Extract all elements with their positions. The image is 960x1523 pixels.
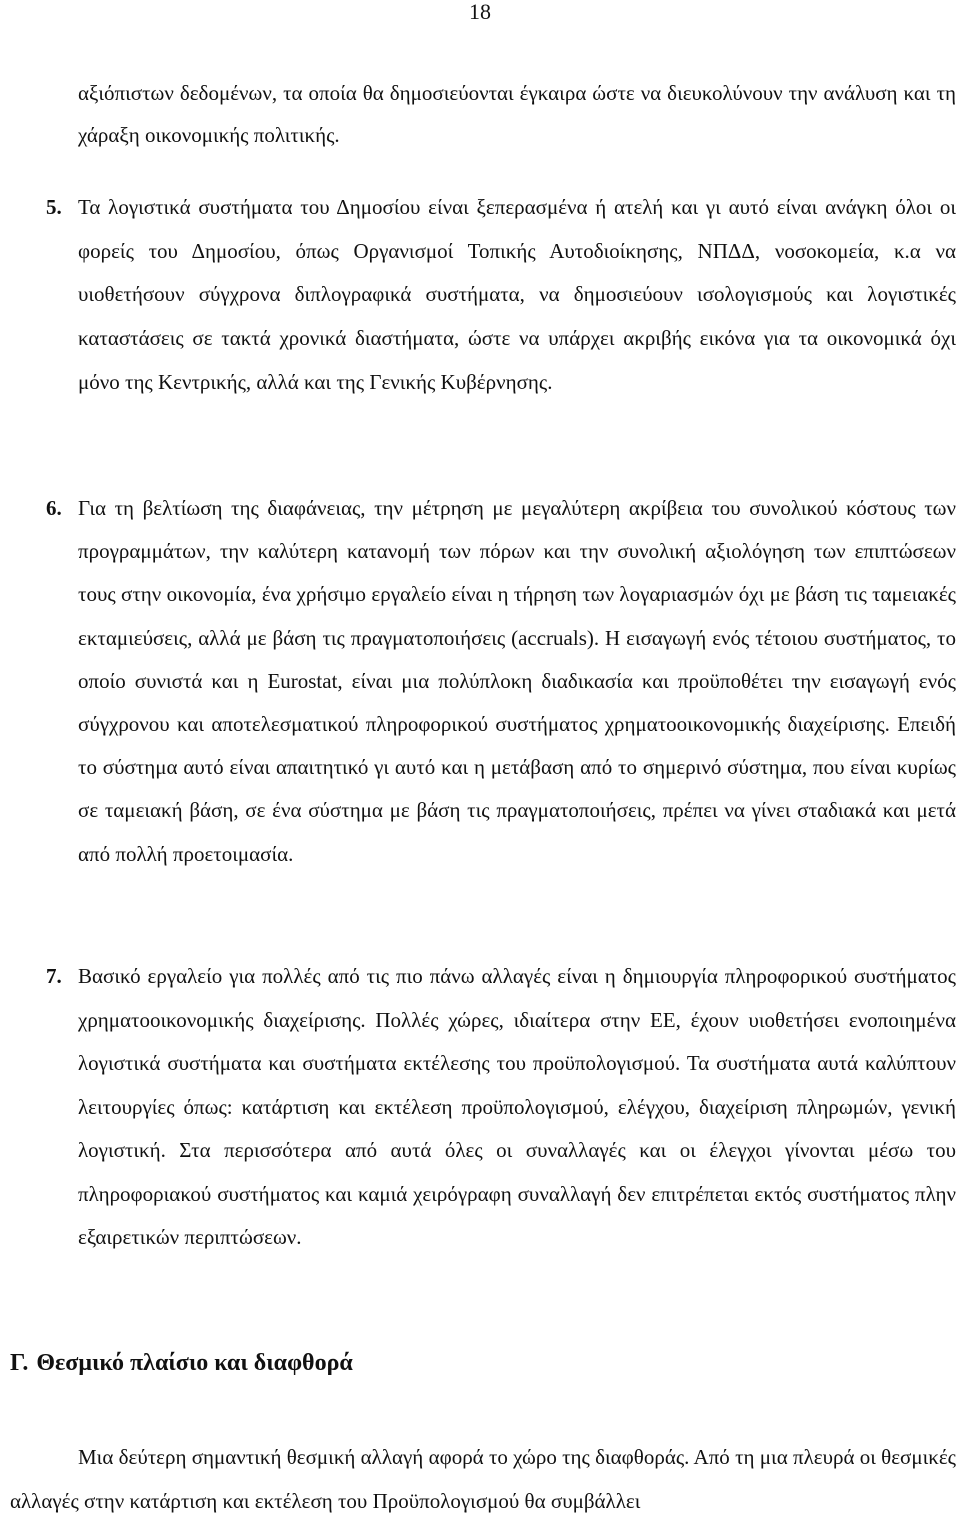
section-letter: Γ. (10, 1350, 29, 1376)
page-number: 18 (469, 0, 491, 24)
section-heading (10, 1346, 950, 1380)
list-item-number: 5. (46, 195, 62, 219)
list-item-7 (46, 955, 956, 1260)
list-item-number: 7. (46, 964, 62, 988)
list-item-number: 6. (46, 496, 62, 520)
list-item-text: Για τη βελτίωση της διαφάνειας, την μέτρηση με μεγαλύτερη ακρίβεια του συνολικού κόστους των προγραμμάτων, την καλύτερη κατανομή των πόρων και την συνολική αξιολόγηση των επιπτώσεων τους στην οικονομία, ένα χρήσιμο εργαλείο είναι η τήρηση των λογαριασμών όχι με βάση τις ταμειακές εκταμιεύσεις, αλλά με βάση τις πραγματοποιήσεις (accruals). Η εισαγωγή ενός τέτοιου συστήματος, το οποίο συνιστά και η Eurostat, είναι μια πολύπλοκη διαδικασία και προϋποθέτει την εισαγωγή ενός σύγχρονου και αποτελεσματικού πληροφορικού συστήματος χρηματοοικονομικής διαχείρισης. Επειδή το σύστημα αυτό είναι απαιτητικό γι αυτό και η μετάβαση από το σημερινό σύστημα, που είναι κυρίως σε ταμειακή βάση, σε ένα σύστημα με βάση τις πραγματοποιήσεις, πρέπει να γίνει σταδιακά και μετά από πολλή προετοιμασία. (78, 496, 956, 866)
continuation-text: αξιόπιστων δεδομένων, τα οποία θα δημοσιεύονται έγκαιρα ώστε να διευκολύνουν την ανάλυση και τη χάραξη οικονομικής πολιτικής. (78, 81, 956, 147)
list-item-text: Τα λογιστικά συστήματα του Δημοσίου είναι ξεπερασμένα ή ατελή και γι αυτό είναι ανάγκη όλοι οι φορείς του Δημοσίου, όπως Οργανισμοί Τοπικής Αυτοδιοίκησης, ΝΠΔΔ, νοσοκομεία, κ.α να υιοθετήσουν σύγχρονα διπλογραφικά συστήματα, να δημοσιεύουν ισολογισμούς και λογιστικές καταστάσεις σε τακτά χρονικά διαστήματα, ώστε να υπάρχει ακριβής εικόνα για τα οικονομικά όχι μόνο της Κεντρικής, αλλά και της Γενικής Κυβέρνησης. (78, 195, 956, 394)
list-item-6 (46, 487, 956, 876)
section-paragraph-text: Μια δεύτερη σημαντική θεσμική αλλαγή αφορά το χώρο της διαφθοράς. Από τη μια πλευρά οι θεσμικές αλλαγές στην κατάρτιση και εκτέλεση του Προϋπολογισμού θα συμβάλλει (10, 1445, 956, 1513)
section-title: Θεσμικό πλαίσιο και διαφθορά (36, 1350, 353, 1376)
list-item-5 (46, 186, 956, 405)
list-item-text: Βασικό εργαλείο για πολλές από τις πιο πάνω αλλαγές είναι η δημιουργία πληροφορικού συστήματος χρηματοοικονομικής διαχείρισης. Πολλές χώρες, ιδιαίτερα στην ΕΕ, έχουν υιοθετήσει ενοποιημένα λογιστικά συστήματα και συστήματα εκτέλεσης του προϋπολογισμού. Τα συστήματα αυτά καλύπτουν λειτουργίες όπως: κατάρτιση και εκτέλεση προϋπολογισμού, ελέγχου, διαχείριση πληρωμών, γενική λογιστική. Στα περισσότερα από αυτά όλες οι συναλλαγές και οι έλεγχοι γίνονται μέσω του πληροφοριακού συστήματος και καμιά χειρόγραφη συναλλαγή δεν επιτρέπεται εκτός συστήματος πλην εξαιρετικών περιπτώσεων. (78, 964, 956, 1249)
continuation-paragraph (78, 72, 956, 156)
